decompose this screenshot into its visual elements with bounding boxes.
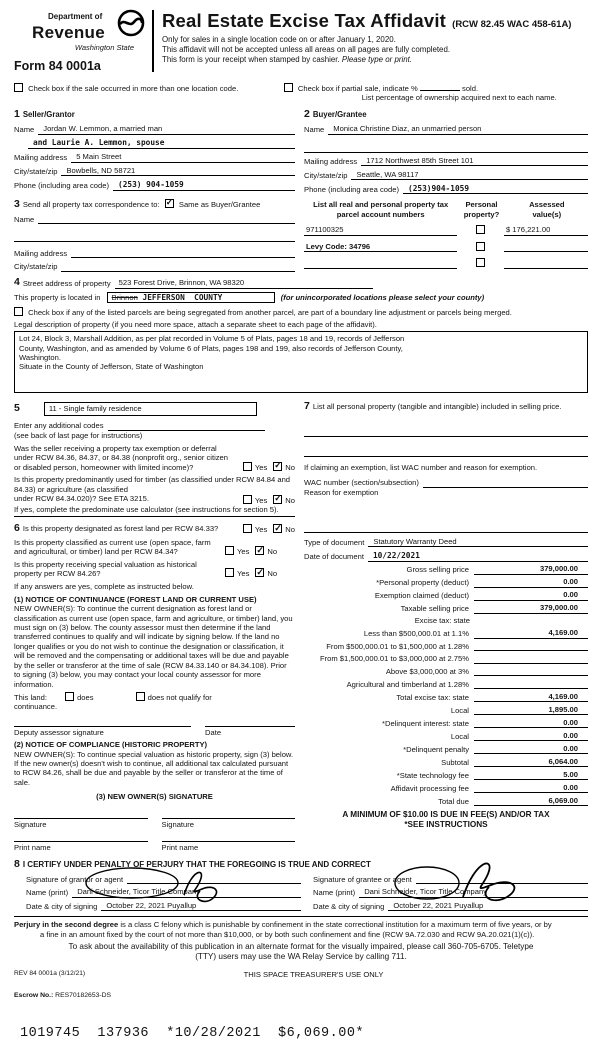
form-number: Form 84 0001a xyxy=(14,59,101,74)
segregated-label: Check box if any of the listed parcels are being segregated from another parcel, are part of a boundary line adjustment or parcels being merged. xyxy=(28,308,512,318)
form-title: Real Estate Excise Tax Affidavit xyxy=(162,10,447,31)
buyer-phone-field[interactable]: (253)904-1059 xyxy=(403,184,588,195)
owner-signature-line-2[interactable]: Signature xyxy=(162,818,296,829)
grantor-signature-block xyxy=(14,871,301,911)
seller-mailing-label: Mailing address xyxy=(14,153,68,163)
treasurer-use-label: THIS SPACE TREASURER'S USE ONLY xyxy=(243,970,384,980)
seller-city-field[interactable]: Bowbells, ND 58721 xyxy=(61,166,295,176)
current-use-question: Is this property classified as current use (open space, farm and agricultural, or timber) land per RCW 84.34? xyxy=(14,537,211,557)
buyer-name2-field[interactable] xyxy=(304,143,588,153)
buyer-name-field[interactable]: Monica Christine Diaz, an unmarried person xyxy=(328,124,588,134)
correspondence-name-field[interactable] xyxy=(38,214,295,224)
tax-label: Local xyxy=(450,705,469,715)
tax-value[interactable]: 6,069.00 xyxy=(474,796,588,806)
section7-heading: 7 List all personal property (tangible and intangible) included in selling price. xyxy=(304,400,562,413)
does-checkbox[interactable] xyxy=(65,692,74,701)
alternate-format-notice: To ask about the availability of this publication in an alternate format for the visually impaired, please call 360-705-6705. Teletype (TTY) users may use the WA Relay Service by calling 711. xyxy=(68,942,534,962)
predominate-use-note: If yes, complete the predominate use calculator (see instructions for section 5). xyxy=(14,505,295,516)
correspondence-mailing-field[interactable] xyxy=(71,248,295,258)
tax-label: *Delinquent penalty xyxy=(403,744,469,754)
tax-label: From $1,500,000.01 to $3,000,000 at 2.75% xyxy=(319,654,469,664)
segregated-checkbox[interactable] xyxy=(14,307,23,316)
tax-value[interactable]: 0.00 xyxy=(474,731,588,741)
historical-question: Is this property receiving special valuation as historical property per RCW 84.26? xyxy=(14,559,197,579)
see-instructions-note: *SEE INSTRUCTIONS xyxy=(404,820,488,830)
located-in-label: This property is located in xyxy=(14,292,101,302)
tax-label: Total due xyxy=(438,796,469,806)
revenue-wordmark: Revenue xyxy=(32,22,105,42)
correspondence-city-field[interactable] xyxy=(61,262,295,272)
continuance-label: continuance. xyxy=(14,702,58,712)
grantor-date-field[interactable]: October 22, 2021 Puyallup xyxy=(101,901,301,911)
tax-value[interactable]: 4,169.00 xyxy=(474,692,588,702)
correspondence-name-label: Name xyxy=(14,214,35,224)
partial-sale-checkbox[interactable] xyxy=(284,83,293,92)
seller-name-label: Name xyxy=(14,125,35,135)
segregated-row xyxy=(14,306,588,317)
tax-value[interactable]: 0.00 xyxy=(474,590,588,600)
assessed-value-field-3[interactable] xyxy=(504,259,588,269)
partial-sale-note: List percentage of ownership acquired next to each name. xyxy=(361,93,557,103)
q2-no-checkbox[interactable] xyxy=(273,495,282,504)
tax-label: *Delinquent interest: state xyxy=(382,718,469,728)
q2-yes-checkbox[interactable] xyxy=(243,495,252,504)
multi-location-check-row xyxy=(14,82,284,103)
q4-no-checkbox[interactable] xyxy=(255,546,264,555)
notice2-body: NEW OWNER(S): To continue special valuation as historic property, sign (3) below. If the new owner(s) doesn't wish to continue, all additional tax calculated pursuant to RCW 84.26, shall be due and payable by the seller or transferor at the time of sale. xyxy=(14,749,294,787)
additional-codes-label: Enter any additional codes xyxy=(14,421,104,431)
exemption-deferral-answer: Yes ✓ No xyxy=(232,461,295,472)
parcel-number-field[interactable]: 971100325 xyxy=(304,225,457,235)
form-rcw-ref: (RCW 82.45 WAC 458-61A) xyxy=(452,19,572,30)
county-row xyxy=(14,292,588,304)
does-not-checkbox[interactable] xyxy=(136,692,145,701)
partial-sale-label: Check box if partial sale, indicate % xyxy=(297,83,418,93)
grantee-signature-block xyxy=(301,871,588,911)
tax-value[interactable]: 6,064.00 xyxy=(474,757,588,767)
notice1-title: (1) NOTICE OF CONTINUANCE (FOREST LAND OR CURRENT USE) xyxy=(14,594,257,604)
legal-description-field[interactable]: Lot 24, Block 3, Marshall Addition, as per plat recorded in Volume 5 of Plats, pages 18 and 19, records of Jefferson County, Washington, and as amended by Volume 6 of Plats, pages 198 and 199, also records of Jefferson County, Washington. Situate in the County of Jefferson, State of Washington xyxy=(14,331,588,393)
seller-phone-field[interactable]: (253) 904-1059 xyxy=(113,180,295,191)
buyer-name-label: Name xyxy=(304,125,325,135)
tax-label: Gross selling price xyxy=(406,565,469,575)
forest-land-answer: Yes ✓ No xyxy=(232,523,295,534)
tax-label: Local xyxy=(450,731,469,741)
owner-printname-line-1[interactable]: Print name xyxy=(14,841,148,852)
seller-name-field[interactable]: Jordan W. Lemmon, a married man xyxy=(38,124,295,134)
wac-number-field[interactable] xyxy=(423,478,588,488)
treasurer-stamp: 1019745 137936 *10/28/2021 $6,069.00* xyxy=(20,1026,365,1042)
dept-of-label: Department of xyxy=(48,12,103,21)
grantor-sig-label: Signature of grantor or agent xyxy=(26,874,124,884)
parcel-table-header: List all real and personal property tax parcel account numbers Personal property? Assessed value(s) xyxy=(313,200,565,219)
excise-tax-state-header: Excise tax: state xyxy=(414,616,470,626)
section3-heading: 3 Send all property tax correspondence to: ✓ Same as Buyer/Grantee xyxy=(14,198,295,211)
header-note-2: This affidavit will not be accepted unless all areas on all pages are fully completed. xyxy=(162,44,451,54)
reason-exemption-label: Reason for exemption xyxy=(304,487,379,497)
land-use-code-field[interactable]: 11 - Single family residence xyxy=(44,402,257,415)
notice2-title: (2) NOTICE OF COMPLIANCE (HISTORIC PROPERTY) xyxy=(14,740,208,750)
tax-value[interactable] xyxy=(474,641,588,651)
buyer-city-field[interactable]: Seattle, WA 98117 xyxy=(351,170,588,180)
timber-question-line2: under RCW 84.34.020)? See ETA 3215. xyxy=(14,493,149,503)
header-divider xyxy=(152,10,154,72)
header-note-1: Only for sales in a single location code on or after January 1, 2020. xyxy=(162,34,396,44)
tax-label: Affidavit processing fee xyxy=(390,783,469,793)
header-note-3: This form is your receipt when stamped by cashier. Please type or print. xyxy=(162,54,412,64)
buyer-phone-label: Phone (including area code) xyxy=(304,185,399,195)
assessed-value-field[interactable]: $ 176,221.00 xyxy=(504,225,588,235)
washington-state-label: Washington State xyxy=(74,42,134,52)
tax-label: *State technology fee xyxy=(396,770,469,780)
if-yes-note: If any answers are yes, complete as instructed below. xyxy=(14,582,194,592)
perjury-notice: Perjury in the second degree is a class C felony which is punishable by confinement in the state correctional institution for a maximum term of five years, or by a fine in an amount fixed by the court of not more than $10,000, or by both such confinement and fine (RCW 9A.72.030 and RCW 9A.20.021(1)(c)). xyxy=(14,916,588,939)
tax-label: Less than $500,000.01 at 1.1% xyxy=(363,629,469,639)
tax-value[interactable]: 0.00 xyxy=(474,577,588,587)
notice1-body: NEW OWNER(S): To continue the current designation as forest land or classification as current use (open space, farm and agriculture, or timber) land, you must sign on (3) below. The county assessor must then determine if the land transferred continues to qualify and will indicate by signing below. If the land no longer qualifies or you do not wish to continue the designation or classification, it will be removed and the compensating or additional taxes will be due and payable by the seller or transferor at the time of sale (RCW 84.33.140 or 84.34.108). Prior to signing (3) below, you may contact your local county assessor for more information. xyxy=(14,604,293,689)
tax-value[interactable]: 0.00 xyxy=(474,718,588,728)
section1-heading: 1 Seller/Grantor xyxy=(14,107,75,120)
parcel-row xyxy=(304,224,588,235)
tax-value[interactable] xyxy=(474,679,588,689)
title-block xyxy=(162,8,588,75)
tax-label: Subtotal xyxy=(441,757,469,767)
timber-answer: Yes ✓ No xyxy=(232,494,295,505)
owner-signature-line-1[interactable]: Signature xyxy=(14,818,148,829)
parcel-number-field-3[interactable] xyxy=(304,259,457,269)
county-note: (for unincorporated locations please select your county) xyxy=(280,292,485,302)
section2-heading: 2 Buyer/Grantee xyxy=(304,107,367,120)
personal-property-checkbox-1[interactable] xyxy=(476,225,485,234)
correspondence-extra-field[interactable] xyxy=(14,232,295,242)
revenue-swirl-logo-icon xyxy=(118,10,144,38)
dor-logo-block xyxy=(14,8,146,75)
personal-property-list-field-2[interactable] xyxy=(304,447,588,457)
q5-yes-checkbox[interactable] xyxy=(225,568,234,577)
tax-value[interactable] xyxy=(474,666,588,676)
seller-mailing-field[interactable]: 5 Main Street xyxy=(71,152,295,162)
personal-property-checkbox-2[interactable] xyxy=(476,242,485,251)
current-use-answer: Yes ✓ No xyxy=(214,545,277,556)
tax-label: *Personal property (deduct) xyxy=(376,578,469,588)
timber-question-line1: Is this property predominantly used for timber (as classified under RCW 84.84 and 84.33) or agriculture (as classified xyxy=(14,475,291,494)
street-address-field[interactable]: 523 Forest Drive, Brinnon, WA 98320 xyxy=(115,278,373,288)
same-as-buyer-checkbox[interactable] xyxy=(165,199,174,208)
multi-location-label: Check box if the sale occurred in more than one location code. xyxy=(28,83,239,93)
seller-phone-label: Phone (including area code) xyxy=(14,181,109,191)
grantor-signature-scribble xyxy=(84,865,234,905)
legal-description-label: Legal description of property (if you need more space, attach a separate sheet to each page of the affidavit). xyxy=(14,319,377,329)
q1-yes-checkbox[interactable] xyxy=(243,462,252,471)
doc-date-field[interactable]: 10/22/2021 xyxy=(368,551,588,562)
grantor-date-label: Date & city of signing xyxy=(26,901,98,911)
minimum-fee-note: A MINIMUM OF $10.00 IS DUE IN FEE(S) AND/OR TAX xyxy=(342,809,550,819)
seller-city-label: City/state/zip xyxy=(14,167,58,177)
levy-code-field[interactable]: Levy Code: 34796 xyxy=(304,242,457,252)
additional-codes-note: (see back of last page for instructions) xyxy=(14,430,143,440)
correspondence-city-label: City/state/zip xyxy=(14,262,58,272)
exemption-claim-note: If claiming an exemption, list WAC number and reason for exemption. xyxy=(304,463,538,473)
parcel-row xyxy=(304,257,588,268)
wac-number-label: WAC number (section/subsection) xyxy=(304,478,419,488)
forest-land-question: 6 Is this property designated as forest land per RCW 84.33? xyxy=(14,521,219,534)
this-land-row: This land: does does not qualify for xyxy=(14,692,212,702)
doc-type-field[interactable]: Statutory Warranty Deed xyxy=(368,537,588,547)
certify-heading: 8 I CERTIFY UNDER PENALTY OF PERJURY THAT THE FOREGOING IS TRUE AND CORRECT xyxy=(14,858,371,871)
doc-type-label: Type of document xyxy=(304,537,365,547)
grantee-sig-label: Signature of grantee or agent xyxy=(313,874,412,884)
grantee-signature-field[interactable] xyxy=(416,874,588,884)
additional-codes-field[interactable] xyxy=(108,421,265,431)
rev-number: REV 84 0001a (3/12/21) xyxy=(14,970,86,978)
buyer-mailing-label: Mailing address xyxy=(304,157,358,167)
tax-value[interactable]: 379,000.00 xyxy=(474,564,588,574)
partial-sale-percent-field[interactable] xyxy=(420,83,460,91)
q4-yes-checkbox[interactable] xyxy=(225,546,234,555)
q5-no-checkbox[interactable] xyxy=(255,568,264,577)
grantee-name-label: Name (print) xyxy=(313,888,356,898)
tax-label: Agricultural and timberland at 1.28% xyxy=(346,679,469,689)
grantor-name-field[interactable]: Dani Schneider, Ticor Title Company xyxy=(72,887,301,897)
tax-value[interactable]: 5.00 xyxy=(474,770,588,780)
tax-label: Above $3,000,000 at 3% xyxy=(385,666,469,676)
q1-no-checkbox[interactable] xyxy=(273,462,282,471)
exemption-deferral-question: Was the seller receiving a property tax exemption or deferral under RCW 84.36, 84.37, or 84.38 (nonprofit org., senior citizen or disabled person, homeowner with limited income)? xyxy=(14,443,229,472)
grantor-signature-field[interactable] xyxy=(127,874,301,884)
q3-no-checkbox[interactable] xyxy=(273,524,282,533)
doc-date-label: Date of document xyxy=(304,552,364,562)
tax-value[interactable]: 0.00 xyxy=(474,744,588,754)
parcel-row xyxy=(304,241,588,252)
buyer-city-label: City/state/zip xyxy=(304,170,348,180)
tax-label: Exemption claimed (deduct) xyxy=(374,591,469,601)
tax-value[interactable]: 1,895.00 xyxy=(474,705,588,715)
new-owner-signature-title: (3) NEW OWNER(S) SIGNATURE xyxy=(96,792,213,802)
deputy-assessor-signature-line[interactable]: Deputy assessor signature xyxy=(14,726,191,737)
tax-value[interactable] xyxy=(474,654,588,664)
tax-label: From $500,000.01 to $1,500,000 at 1.28% xyxy=(326,641,469,651)
grantee-date-label: Date & city of signing xyxy=(313,901,385,911)
assessed-value-field-2[interactable] xyxy=(504,242,588,252)
multi-location-checkbox[interactable] xyxy=(14,83,23,92)
tax-label: Taxable selling price xyxy=(400,604,469,614)
personal-property-list-field[interactable] xyxy=(304,427,588,437)
section4-number: 4 xyxy=(14,275,20,288)
deputy-date-line[interactable]: Date xyxy=(205,726,295,737)
form-header xyxy=(14,8,588,75)
partial-sale-check-row xyxy=(284,82,588,103)
street-address-label: Street address of property xyxy=(22,279,111,289)
section5-number: 5 xyxy=(14,402,20,415)
tax-value[interactable]: 4,169.00 xyxy=(474,628,588,638)
grantee-date-field[interactable]: October 22, 2021 Puyallup xyxy=(388,901,588,911)
historical-answer: Yes ✓ No xyxy=(214,567,277,578)
tax-label: Total excise tax: state xyxy=(396,692,469,702)
owner-printname-line-2[interactable]: Print name xyxy=(162,841,296,852)
partial-sale-sold-label: sold. xyxy=(462,83,479,93)
correspondence-mailing-label: Mailing address xyxy=(14,248,68,258)
personal-property-checkbox-3[interactable] xyxy=(476,258,485,267)
same-as-buyer-label: Same as Buyer/Grantee xyxy=(178,199,261,209)
grantor-name-label: Name (print) xyxy=(26,888,69,898)
escrow-number: Escrow No.: RES70182653-DS xyxy=(14,991,112,999)
tax-value[interactable]: 0.00 xyxy=(474,783,588,793)
seller-name2-field[interactable]: and Laurie A. Lemmon, spouse xyxy=(28,138,295,149)
q3-yes-checkbox[interactable] xyxy=(243,524,252,533)
county-select-box[interactable]: Brinnon JEFFERSON COUNTY xyxy=(107,292,275,304)
grantee-name-field[interactable]: Dani Schneider, Ticor Title Company xyxy=(359,887,588,897)
reason-exemption-field[interactable] xyxy=(304,523,588,533)
tax-value[interactable]: 379,000.00 xyxy=(474,603,588,613)
buyer-mailing-field[interactable]: 1712 Northwest 85th Street 101 xyxy=(361,156,588,166)
correspondence-label: Send all property tax correspondence to: xyxy=(22,199,160,209)
